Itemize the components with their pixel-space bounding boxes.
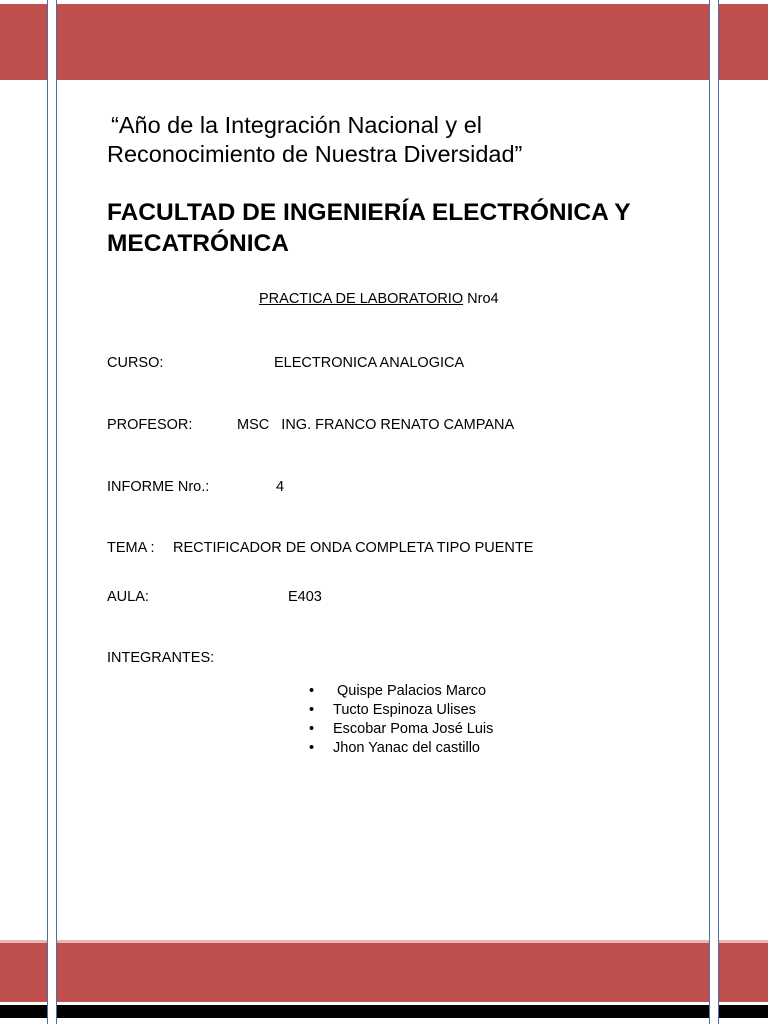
field-integrantes-label: INTEGRANTES: [107,650,215,666]
field-aula [107,589,322,605]
list-item: • Quispe Palacios Marco [309,682,493,701]
field-profesor-label: PROFESOR: [107,417,193,433]
right-frame-line [709,0,719,1024]
field-informe-value: 4 [276,479,285,495]
list-item: • Jhon Yanac del castillo [309,739,493,758]
year-motto-line-1: “Año de la Integración Nacional y el [111,112,482,138]
field-profesor [107,417,515,433]
list-item: • Tucto Espinoza Ulises [309,701,493,720]
bottom-band-edge [0,940,768,943]
lab-practice-title: PRACTICA DE LABORATORIO [259,291,464,307]
field-curso-value: ELECTRONICA ANALOGICA [274,355,465,371]
bottom-decorative-band [0,940,768,1002]
bottom-black-stripe [0,1002,768,1024]
field-integrantes [107,650,214,666]
field-informe-label: INFORME Nro.: [107,479,210,495]
faculty-title-line-1: FACULTAD DE INGENIERÍA ELECTRÓNICA Y [107,199,631,226]
field-tema-value: RECTIFICADOR DE ONDA COMPLETA TIPO PUENTE [173,540,534,556]
black-stripe-line [0,1005,768,1018]
field-tema-label: TEMA : [107,540,155,556]
field-aula-label: AULA: [107,589,149,605]
top-decorative-band [0,0,768,80]
left-frame-line [47,0,57,1024]
top-band-edge [0,0,768,4]
faculty-title-line-2: MECATRÓNICA [107,230,289,257]
field-aula-value: E403 [288,589,322,605]
field-informe [107,479,285,495]
lab-practice-heading [259,291,499,307]
list-item: • Escobar Poma José Luis [309,720,493,739]
year-motto-line-2: Reconocimiento de Nuestra Diversidad” [107,141,523,167]
field-curso [107,355,465,371]
field-tema [107,540,534,556]
year-motto [107,111,522,169]
faculty-title [107,197,631,259]
members-list [309,682,493,758]
field-profesor-value: MSC ING. FRANCO RENATO CAMPANA [237,417,515,433]
lab-practice-number: Nro4 [463,291,499,307]
field-curso-label: CURSO: [107,355,164,371]
